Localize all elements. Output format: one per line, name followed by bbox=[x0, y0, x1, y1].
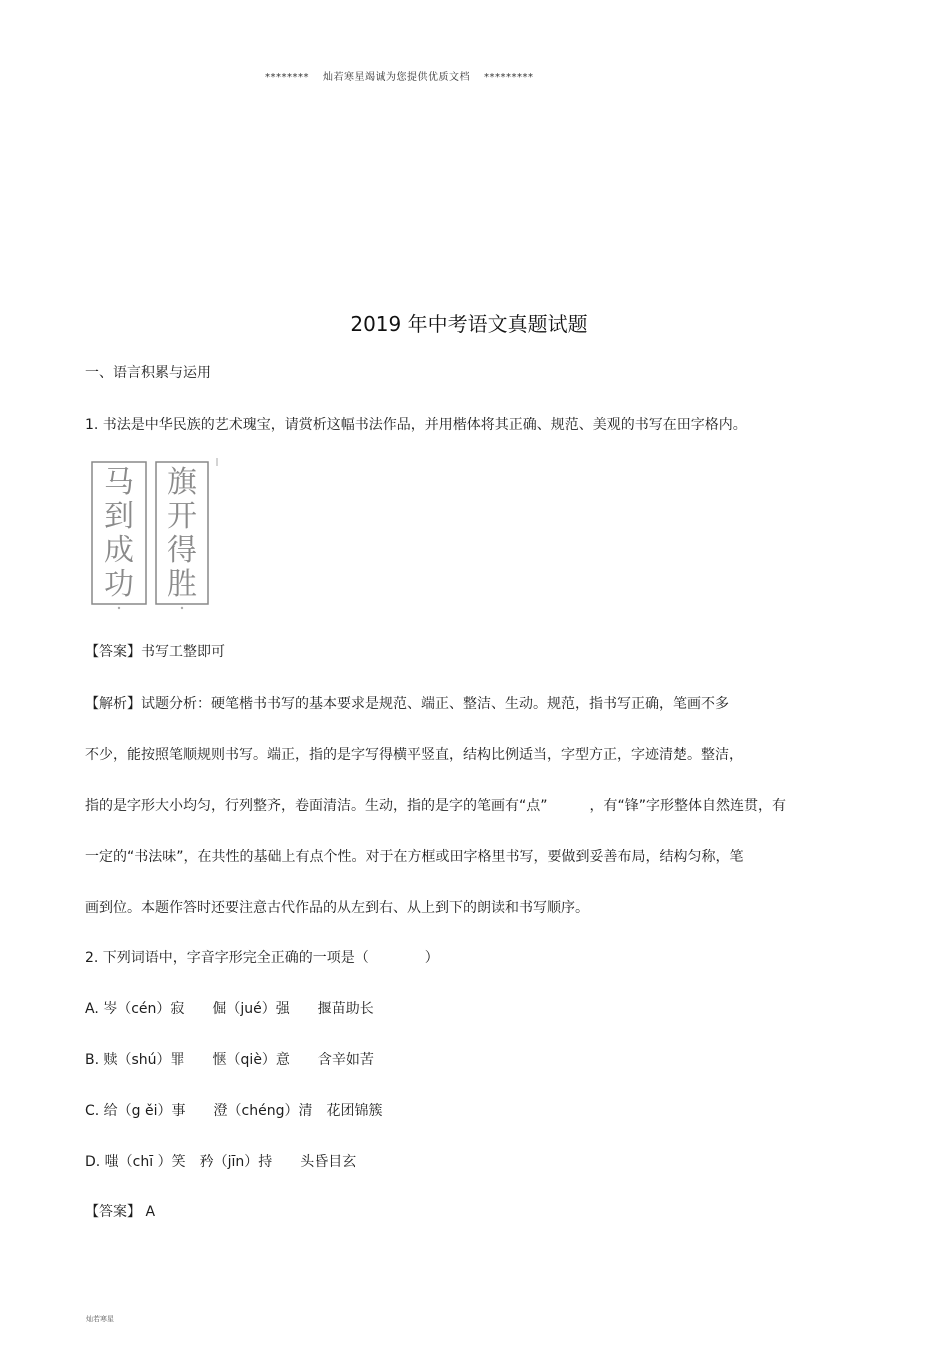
option-d: D. 嗤（chī ）笑 矜（jīn）持 头昏目玄 bbox=[85, 1154, 357, 1170]
calli-char: 开 bbox=[167, 499, 197, 534]
analysis-line: 画到位。本题作答时还要注意古代作品的从左到右、从上到下的朗读和书写顺序。 bbox=[85, 900, 589, 916]
question-2-answer: 【答案】 A bbox=[85, 1204, 156, 1220]
section-heading: 一、语言积累与运用 bbox=[85, 365, 211, 381]
analysis-line: 一定的“书法味”，在共性的基础上有点个性。对于在方框或田字格里书写，要做到妥善布局，结构匀称，笔 bbox=[85, 849, 744, 865]
calligraphy-image bbox=[90, 458, 220, 610]
question-1-prompt: 1. 书法是中华民族的艺术瑰宝，请赏析这幅书法作品，并用楷体将其正确、规范、美观的书写在田字格内。 bbox=[85, 417, 747, 433]
page-header bbox=[265, 68, 534, 83]
calli-char: 到 bbox=[104, 499, 134, 534]
analysis-line: 不少，能按照笔顺规则书写。端正，指的是字写得横平竖直，结构比例适当，字型方正，字迹清楚。整洁， bbox=[85, 747, 743, 763]
question-1-answer: 【答案】书写工整即可 bbox=[85, 644, 225, 660]
question-2-prompt: 2. 下列词语中，字音字形完全正确的一项是（ ） bbox=[85, 950, 439, 966]
header-text: 灿若寒星竭诚为您提供优质文档 bbox=[323, 72, 470, 83]
calli-char: 得 bbox=[167, 533, 197, 568]
option-a: A. 岑（cén）寂 倔（jué）强 揠苗助长 bbox=[85, 1001, 374, 1017]
header-stars-right: ********* bbox=[484, 72, 534, 83]
calli-char: 胜 bbox=[167, 567, 197, 602]
analysis-line: 【解析】试题分析：硬笔楷书书写的基本要求是规范、端正、整洁、生动。规范，指书写正确，笔画不多 bbox=[85, 696, 729, 712]
calli-char: 旗 bbox=[167, 465, 197, 500]
calli-char: 功 bbox=[104, 567, 134, 602]
page-footer: 灿若寒星 bbox=[86, 1315, 114, 1323]
option-b: B. 赎（shú）罪 惬（qiè）意 含辛如苦 bbox=[85, 1052, 374, 1068]
option-c: C. 给（g ěi）事 澄（chéng）清 花团锦簇 bbox=[85, 1103, 383, 1119]
header-stars-left: ******** bbox=[265, 72, 309, 83]
page-title: 2019 年中考语文真题试题 bbox=[350, 312, 588, 336]
analysis-line: 指的是字形大小均匀，行列整齐，卷面清洁。生动，指的是字的笔画有“点” ，有“锋”字形整体自然连贯，有 bbox=[85, 798, 787, 814]
calli-char: 成 bbox=[104, 533, 134, 568]
calli-char: 马 bbox=[104, 465, 134, 500]
